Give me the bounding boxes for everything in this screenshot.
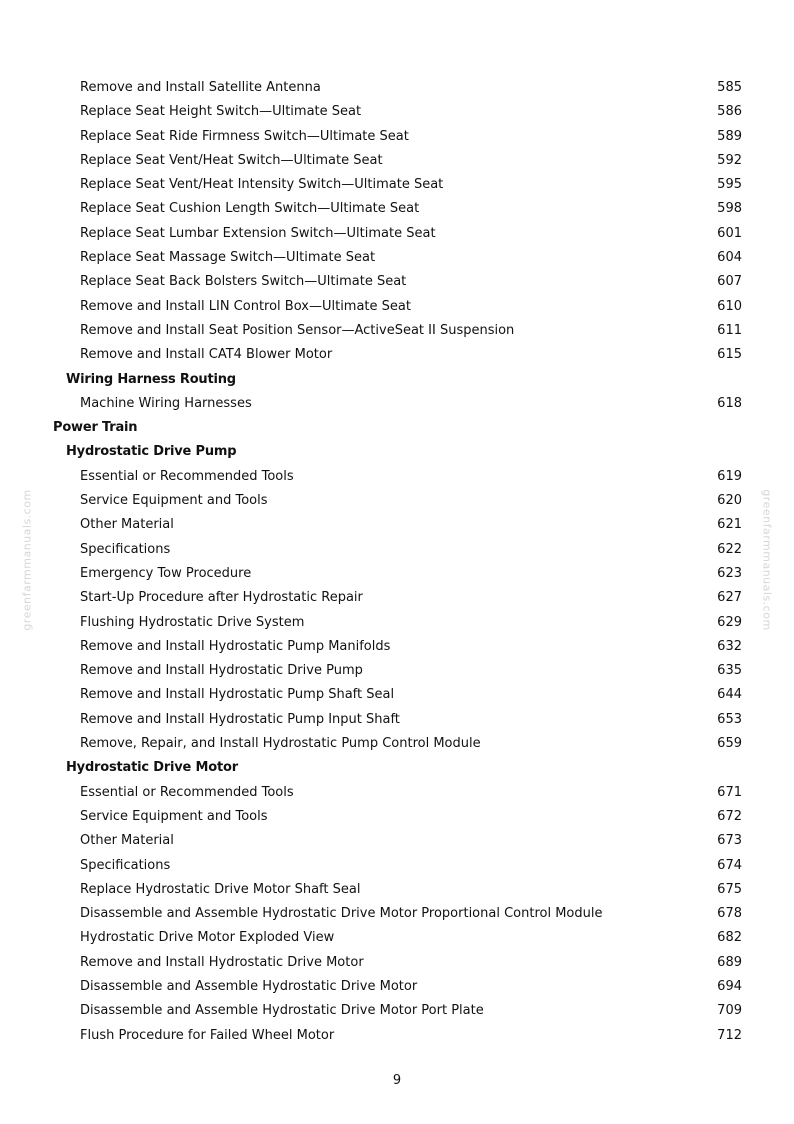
toc-entry-page-number: 678 <box>717 906 742 922</box>
toc-entry-page-number: 620 <box>717 493 742 509</box>
toc-entry-page-number: 644 <box>717 687 742 703</box>
toc-entry-page-number: 618 <box>717 395 742 411</box>
toc-entry-title: Power Train <box>53 420 138 436</box>
watermark-left: greenfarmmanuals.com <box>20 489 34 631</box>
toc-entry-title: Replace Seat Cushion Length Switch—Ultimate Seat <box>80 201 420 217</box>
toc-entry-title: Remove and Install CAT4 Blower Motor <box>80 347 333 363</box>
toc-entry-title: Service Equipment and Tools <box>80 808 268 824</box>
toc-entry-page-number: 621 <box>717 517 742 533</box>
toc-entry-title: Machine Wiring Harnesses <box>80 395 252 411</box>
toc-entry-page-number: 604 <box>717 250 742 266</box>
toc-entry[interactable] <box>0 100 794 124</box>
toc-entry[interactable] <box>0 854 794 878</box>
toc-subsection-heading <box>0 756 794 780</box>
toc-entry-title: Essential or Recommended Tools <box>80 784 294 800</box>
toc-entry-title: Other Material <box>80 517 174 533</box>
toc-entry-page-number: 682 <box>717 930 742 946</box>
toc-entry-title: Disassemble and Assemble Hydrostatic Drive Motor Port Plate <box>80 1003 484 1019</box>
toc-entry-page-number: 629 <box>717 614 742 630</box>
toc-entry-title: Remove and Install Hydrostatic Pump Shaft Seal <box>80 687 395 703</box>
toc-entry[interactable] <box>0 392 794 416</box>
toc-entry[interactable] <box>0 513 794 537</box>
toc-entry-title: Emergency Tow Procedure <box>80 565 252 581</box>
toc-subsection-heading <box>0 440 794 464</box>
toc-entry[interactable] <box>0 197 794 221</box>
toc-entry[interactable] <box>0 611 794 635</box>
toc-entry[interactable] <box>0 1024 794 1048</box>
toc-entry[interactable] <box>0 270 794 294</box>
toc-entry-page-number: 623 <box>717 565 742 581</box>
toc-entry[interactable] <box>0 781 794 805</box>
toc-entry-page-number: 653 <box>717 711 742 727</box>
toc-entry-page-number: 610 <box>717 298 742 314</box>
toc-entry-page-number: 673 <box>717 833 742 849</box>
toc-entry-title: Replace Seat Height Switch—Ultimate Seat <box>80 104 362 120</box>
toc-entry-title: Remove and Install Hydrostatic Drive Pump <box>80 663 363 679</box>
toc-entry-title: Remove and Install Satellite Antenna <box>80 80 321 95</box>
toc-entry-title: Replace Seat Vent/Heat Intensity Switch—Ultimate Seat <box>80 177 444 193</box>
toc-entry-title: Replace Seat Lumbar Extension Switch—Ultimate Seat <box>80 225 436 241</box>
toc-entry-page-number: 689 <box>717 954 742 970</box>
toc-entry-title: Replace Seat Vent/Heat Switch—Ultimate Seat <box>80 152 383 168</box>
toc-entry-title: Wiring Harness Routing <box>66 371 236 387</box>
toc-subsection-heading <box>0 368 794 392</box>
toc-entry[interactable] <box>0 538 794 562</box>
toc-entry-page-number: 671 <box>717 784 742 800</box>
toc-section-heading <box>0 416 794 440</box>
toc-entry-page-number: 611 <box>717 322 742 338</box>
toc-entry-page-number: 619 <box>717 468 742 484</box>
toc-entry-title: Start-Up Procedure after Hydrostatic Repair <box>80 590 363 606</box>
toc-entry[interactable] <box>0 319 794 343</box>
toc-entry-title: Replace Hydrostatic Drive Motor Shaft Seal <box>80 881 361 897</box>
toc-entry-page-number: 622 <box>717 541 742 557</box>
toc-entry-page-number: 589 <box>717 128 742 144</box>
toc-entry[interactable] <box>0 951 794 975</box>
toc-entry[interactable] <box>0 489 794 513</box>
toc-entry[interactable] <box>0 902 794 926</box>
toc-entry-page-number: 615 <box>717 347 742 363</box>
toc-entry-title: Other Material <box>80 833 174 849</box>
toc-entry-title: Hydrostatic Drive Pump <box>66 444 237 460</box>
toc-entry[interactable] <box>0 149 794 173</box>
toc-entry[interactable] <box>0 173 794 197</box>
toc-entry[interactable] <box>0 635 794 659</box>
toc-entry-title: Remove and Install Seat Position Sensor—ActiveSeat II Suspension <box>80 322 515 338</box>
toc-entry[interactable] <box>0 975 794 999</box>
toc-entry-title: Remove and Install Hydrostatic Drive Motor <box>80 954 364 970</box>
toc-entry-title: Remove and Install Hydrostatic Pump Manifolds <box>80 638 391 654</box>
toc-entry-page-number: 675 <box>717 881 742 897</box>
toc-entry[interactable] <box>0 683 794 707</box>
page-number: 9 <box>392 1073 402 1088</box>
toc-entry-page-number: 672 <box>717 808 742 824</box>
toc-entry[interactable] <box>0 295 794 319</box>
toc-entry-page-number: 601 <box>717 225 742 241</box>
toc-entry[interactable] <box>0 125 794 149</box>
toc-entry-title: Flush Procedure for Failed Wheel Motor <box>80 1027 335 1043</box>
toc-entry-title: Hydrostatic Drive Motor Exploded View <box>80 930 335 946</box>
toc-entry-title: Flushing Hydrostatic Drive System <box>80 614 305 630</box>
toc-entry-page-number: 632 <box>717 638 742 654</box>
toc-entry[interactable] <box>0 76 794 100</box>
toc-entry-page-number: 627 <box>717 590 742 606</box>
toc-entry-page-number: 709 <box>717 1003 742 1019</box>
toc-entry-title: Hydrostatic Drive Motor <box>66 760 238 776</box>
toc-entry-title: Replace Seat Ride Firmness Switch—Ultimate Seat <box>80 128 409 144</box>
toc-entry-page-number: 598 <box>717 201 742 217</box>
toc-entry-page-number: 712 <box>717 1027 742 1043</box>
toc-entry[interactable] <box>0 246 794 270</box>
toc-entry[interactable] <box>0 586 794 610</box>
table-of-contents <box>0 76 794 1048</box>
toc-entry-title: Remove and Install LIN Control Box—Ultimate Seat <box>80 298 411 314</box>
toc-entry-page-number: 607 <box>717 274 742 290</box>
toc-entry-title: Remove, Repair, and Install Hydrostatic Pump Control Module <box>80 736 481 752</box>
toc-entry-page-number: 674 <box>717 857 742 873</box>
toc-entry[interactable] <box>0 805 794 829</box>
toc-entry-title: Specifications <box>80 857 171 873</box>
toc-entry[interactable] <box>0 708 794 732</box>
toc-entry[interactable] <box>0 878 794 902</box>
toc-entry[interactable] <box>0 829 794 853</box>
watermark-right: greenfarmmanuals.com <box>760 489 774 631</box>
toc-entry[interactable] <box>0 222 794 246</box>
toc-entry[interactable] <box>0 465 794 489</box>
toc-entry-page-number: 585 <box>717 80 742 95</box>
toc-entry-page-number: 595 <box>717 177 742 193</box>
toc-entry-title: Specifications <box>80 541 171 557</box>
toc-entry[interactable] <box>0 999 794 1023</box>
toc-entry-title: Disassemble and Assemble Hydrostatic Drive Motor <box>80 978 418 994</box>
toc-entry[interactable] <box>0 926 794 950</box>
toc-entry-page-number: 659 <box>717 736 742 752</box>
toc-entry-title: Service Equipment and Tools <box>80 493 268 509</box>
toc-entry-title: Replace Seat Massage Switch—Ultimate Seat <box>80 250 376 266</box>
toc-entry[interactable] <box>0 562 794 586</box>
toc-entry[interactable] <box>0 659 794 683</box>
toc-entry-page-number: 635 <box>717 663 742 679</box>
toc-entry[interactable] <box>0 343 794 367</box>
toc-entry-title: Replace Seat Back Bolsters Switch—Ultimate Seat <box>80 274 407 290</box>
toc-entry-page-number: 586 <box>717 104 742 120</box>
toc-entry-title: Disassemble and Assemble Hydrostatic Drive Motor Proportional Control Module <box>80 906 603 922</box>
toc-entry-title: Essential or Recommended Tools <box>80 468 294 484</box>
toc-entry-page-number: 592 <box>717 152 742 168</box>
toc-entry-page-number: 694 <box>717 978 742 994</box>
toc-entry[interactable] <box>0 732 794 756</box>
toc-entry-title: Remove and Install Hydrostatic Pump Input Shaft <box>80 711 400 727</box>
